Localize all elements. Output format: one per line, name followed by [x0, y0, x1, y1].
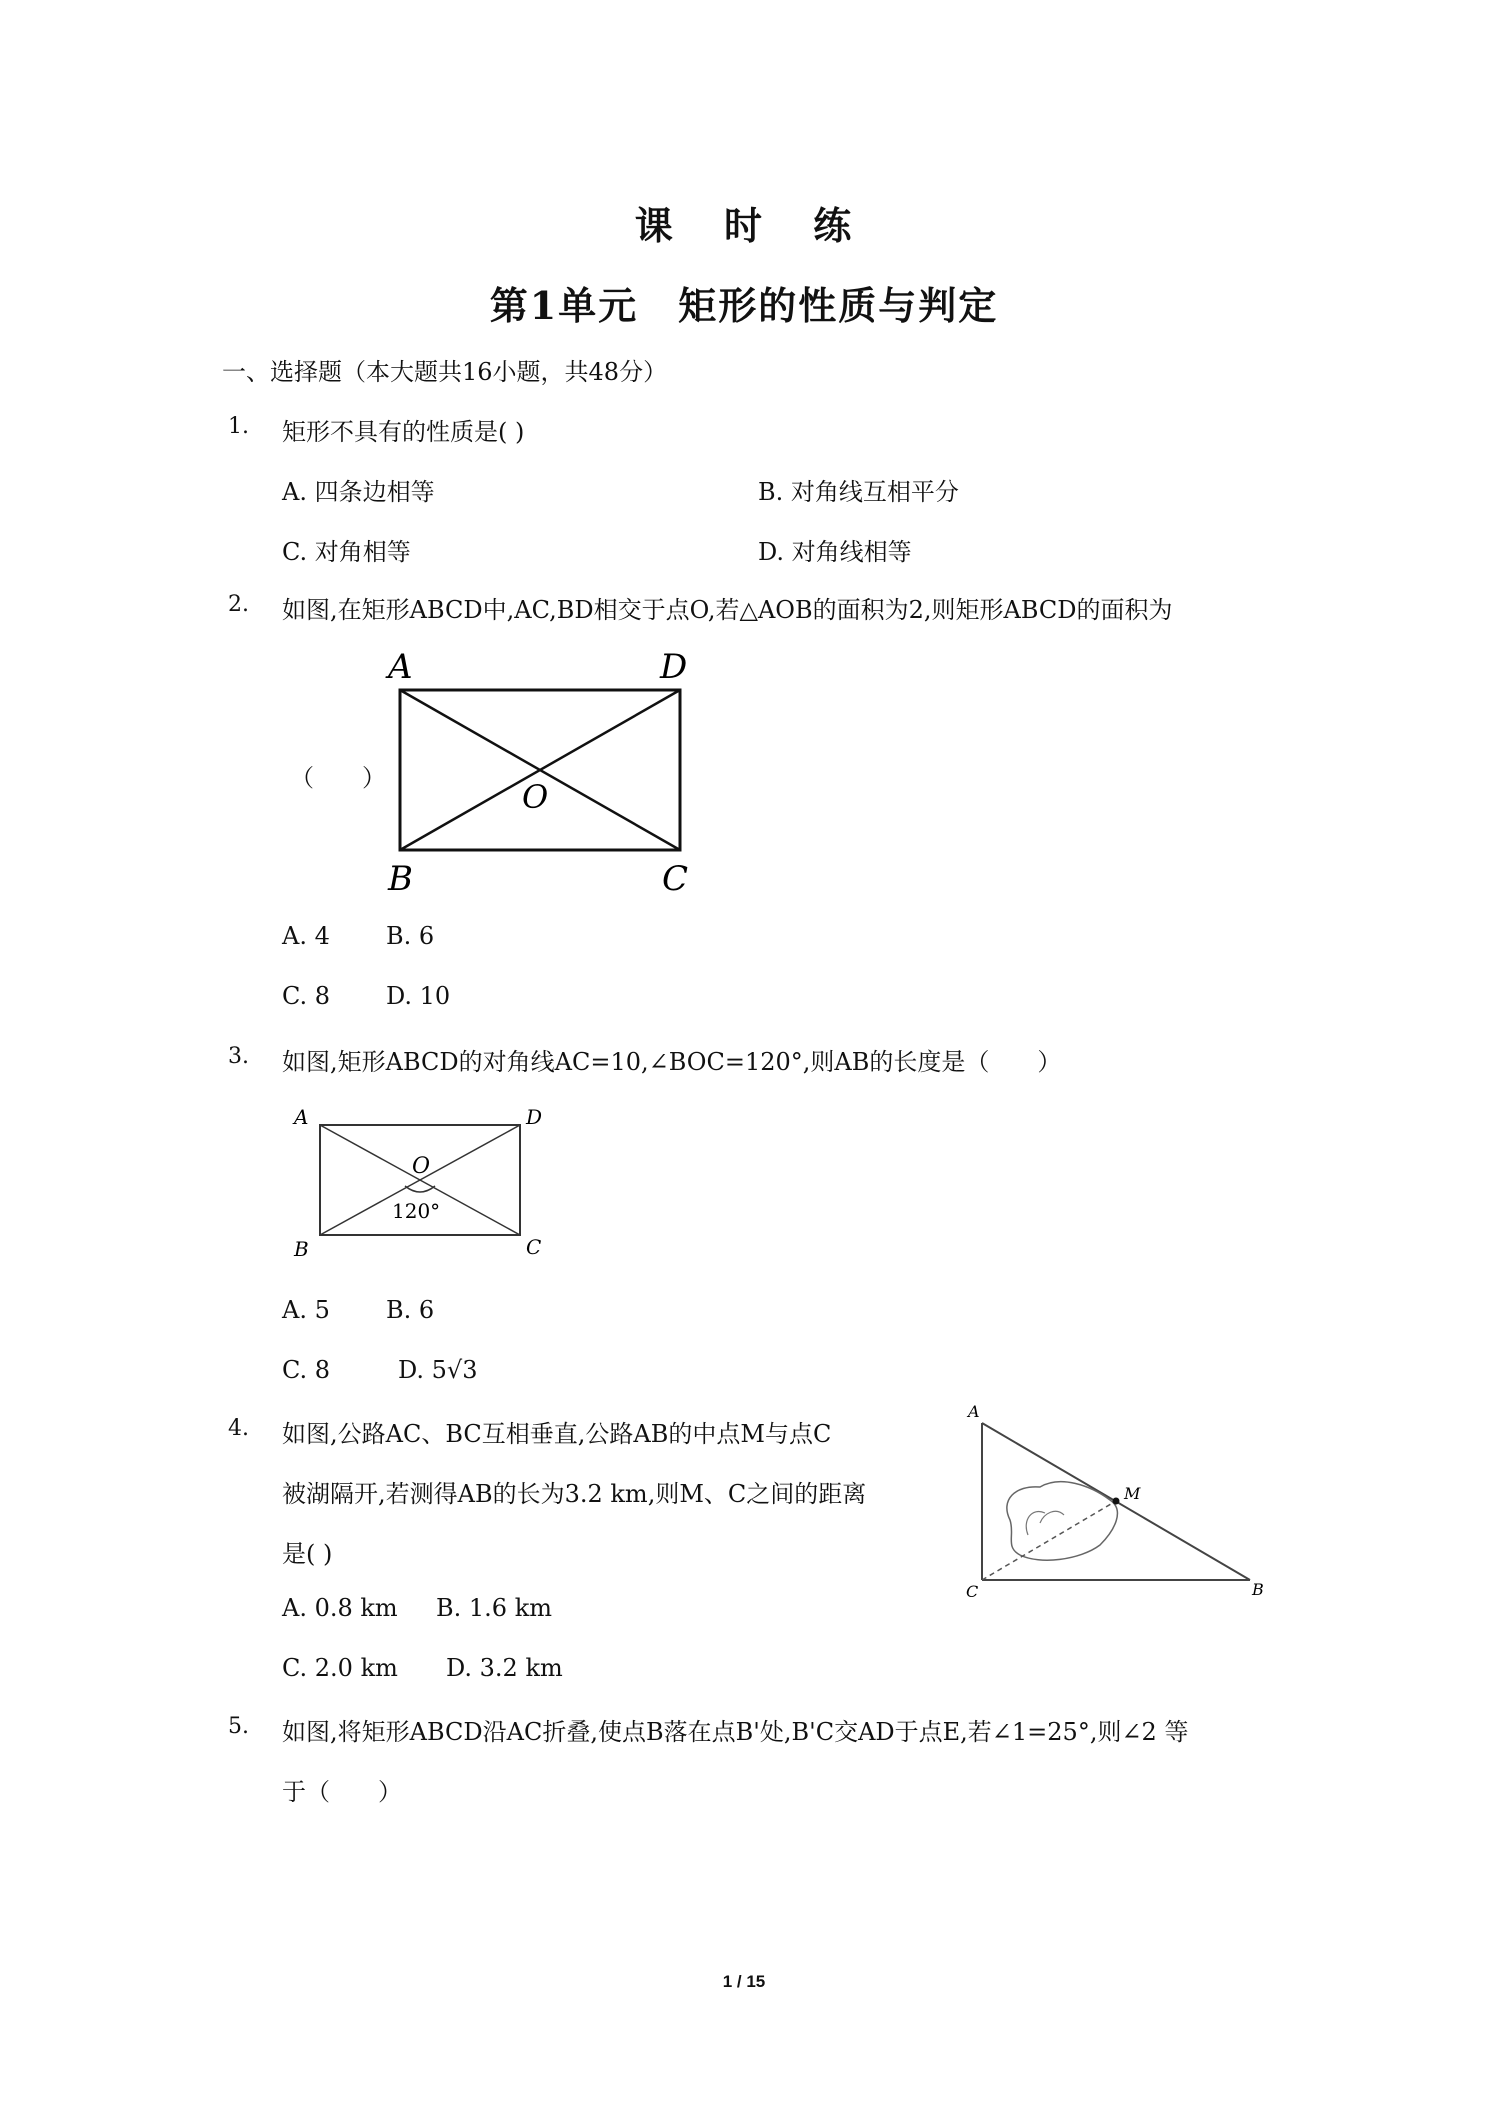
question-2-option-b: B. 6: [386, 922, 435, 950]
question-2-figure: [380, 640, 720, 900]
question-2-number: 2.: [228, 592, 249, 617]
label-m: M: [1124, 1484, 1141, 1503]
label-o: O: [522, 778, 549, 816]
question-1-text: 矩形不具有的性质是( ): [282, 418, 525, 446]
label-a: A: [388, 647, 413, 687]
question-3-figure: [290, 1100, 550, 1260]
question-2-option-d: D. 10: [386, 982, 451, 1010]
angle-label-120: 120°: [392, 1199, 441, 1223]
label-b-small: B: [294, 1237, 309, 1261]
question-1-option-d: D. 对角线相等: [758, 538, 912, 566]
label-b-road: B: [1252, 1580, 1264, 1599]
question-5-line-1: 如图,将矩形ABCD沿AC折叠,使点B落在点B'处,B'C交AD于点E,若∠1=25°,则∠2 等: [282, 1718, 1189, 1746]
question-2-option-a: A. 4: [282, 922, 330, 950]
question-1-option-b: B. 对角线互相平分: [758, 478, 959, 506]
question-2-text: 如图,在矩形ABCD中,AC,BD相交于点O,若△AOB的面积为2,则矩形ABCD的面积为: [282, 596, 1173, 624]
lake: [1007, 1482, 1118, 1561]
angle-arc: [405, 1186, 435, 1192]
question-4-figure: [960, 1395, 1280, 1610]
label-a-road: A: [968, 1402, 980, 1421]
question-4-option-d: D. 3.2 km: [446, 1654, 563, 1682]
question-5-line-2: 于（ ）: [282, 1778, 402, 1806]
lake-detail: [1026, 1511, 1064, 1535]
label-c: C: [662, 859, 689, 899]
label-b: B: [388, 859, 413, 899]
point-m: [1113, 1498, 1120, 1505]
question-3-option-d: D. 5√3: [398, 1356, 478, 1384]
question-3-text: 如图,矩形ABCD的对角线AC=10,∠BOC=120°,则AB的长度是（ ）: [282, 1048, 1062, 1076]
question-1-option-c: C. 对角相等: [282, 538, 411, 566]
question-4-line-1: 如图,公路AC、BC互相垂直,公路AB的中点M与点C: [282, 1420, 832, 1448]
question-4-option-c: C. 2.0 km: [282, 1654, 398, 1682]
question-2-option-c: C. 8: [282, 982, 331, 1010]
page-number: 1 / 15: [722, 1972, 766, 1991]
page-title: 课 时 练: [634, 203, 854, 248]
question-3-option-c: C. 8: [282, 1356, 331, 1384]
question-4-option-a: A. 0.8 km: [282, 1594, 398, 1622]
question-4-line-2: 被湖隔开,若测得AB的长为3.2 km,则M、C之间的距离: [282, 1480, 867, 1508]
unit-subtitle: 第1单元 矩形的性质与判定: [489, 283, 999, 328]
label-d: D: [660, 647, 688, 687]
section-heading: 一、选择题（本大题共16小题，共48分）: [222, 358, 668, 386]
question-4-number: 4.: [228, 1416, 249, 1441]
label-d-small: D: [526, 1105, 543, 1129]
question-3-option-b: B. 6: [386, 1296, 435, 1324]
label-c-small: C: [526, 1235, 542, 1259]
question-5-number: 5.: [228, 1714, 249, 1739]
question-4-line-3: 是( ): [282, 1540, 333, 1568]
question-3-number: 3.: [228, 1044, 249, 1069]
label-o-small: O: [412, 1154, 431, 1179]
question-1-number: 1.: [228, 414, 249, 439]
label-a-small: A: [294, 1105, 309, 1129]
question-2-blank: （ ）: [290, 764, 386, 792]
label-c-road: C: [966, 1582, 979, 1601]
question-3-option-a: A. 5: [282, 1296, 330, 1324]
question-1-option-a: A. 四条边相等: [282, 478, 435, 506]
question-4-option-b: B. 1.6 km: [436, 1594, 552, 1622]
